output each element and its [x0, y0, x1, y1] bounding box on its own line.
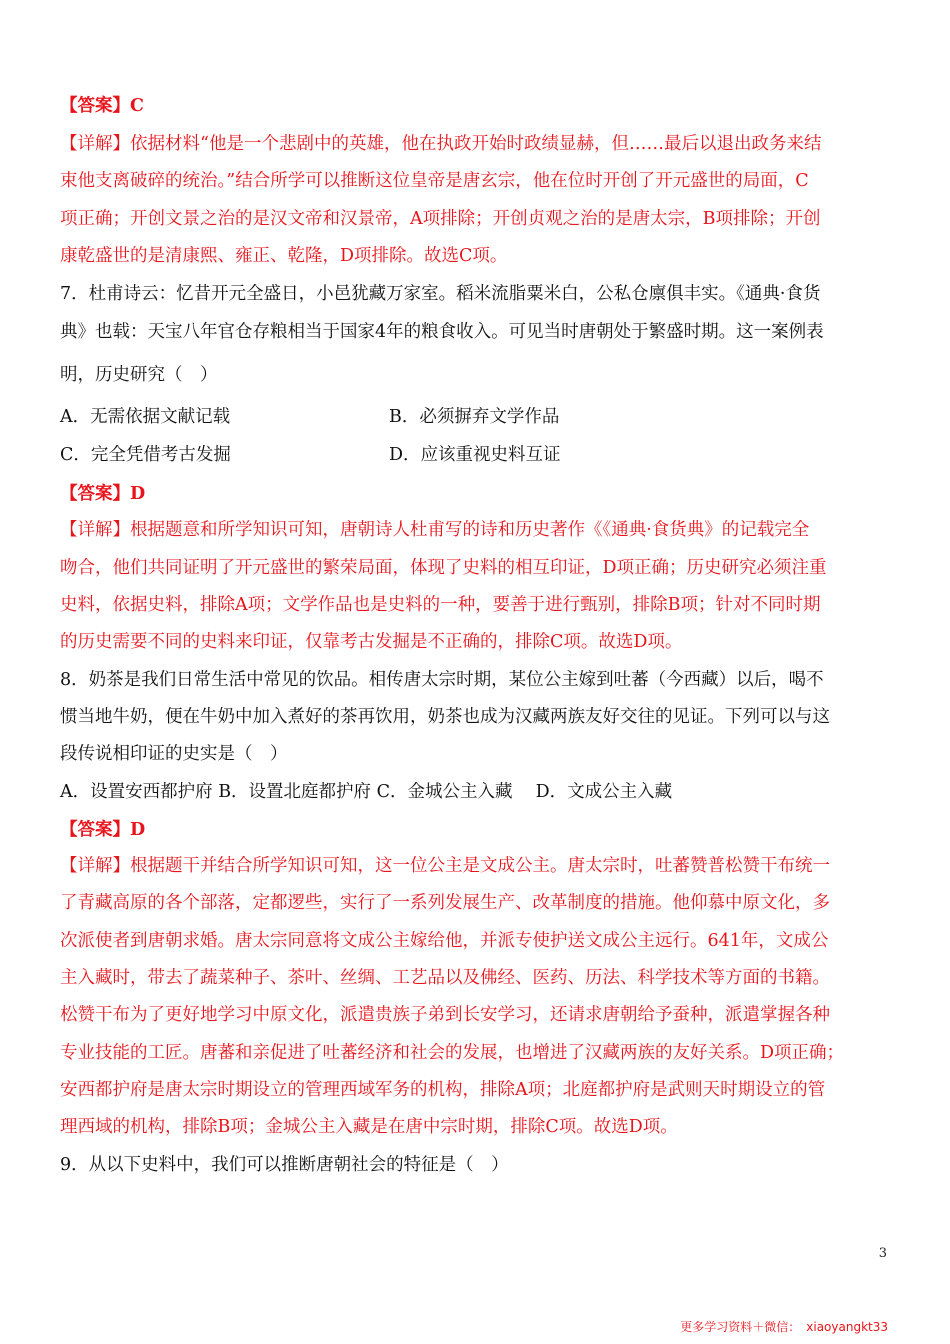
q8-detail-line: 安西都护府是唐太宗时期设立的管理西域军务的机构，排除A项；北庭都护府是武则天时期设立的管: [60, 1080, 826, 1100]
q8-answer: 【答案】D: [60, 820, 146, 840]
q6-answer: 【答案】C: [60, 96, 144, 116]
q7-option-c: C．完全凭借考古发掘: [60, 445, 231, 465]
q8-stem-line: 段传说相印证的史实是（ ）: [60, 744, 288, 764]
q7-option-a: A．无需依据文献记载: [60, 407, 231, 427]
q7-stem-line: 明，历史研究（ ）: [60, 365, 218, 385]
q7-detail-line: 吻合，他们共同证明了开元盛世的繁荣局面，体现了史料的相互印证，D项正确；历史研究必须注重: [60, 558, 827, 578]
q7-detail-line: 史料，依据史料，排除A项；文学作品也是史料的一种，要善于进行甄别，排除B项；针对不同时期: [60, 595, 821, 615]
q8-options: A．设置安西都护府 B．设置北庭都护府 C．金城公主入藏 D．文成公主入藏: [60, 782, 673, 802]
q8-detail-line: 专业技能的工匠。唐蕃和亲促进了吐蕃经济和社会的发展，也增进了汉藏两族的友好关系。D项正确；: [60, 1043, 845, 1063]
q7-answer: 【答案】D: [60, 484, 146, 504]
footer-watermark-text: 更多学习资料＋微信： xiaoyangkt33: [680, 1320, 888, 1334]
q7-detail-line: 的历史需要不同的史料来印证，仅靠考古发掘是不正确的，排除C项。故选D项。: [60, 632, 683, 652]
q7-stem-line: 典》也载：天宝八年官仓存粮相当于国家4年的粮食收入。可见当时唐朝处于繁盛时期。这一案例表: [60, 322, 824, 342]
page-number: 3: [878, 1246, 887, 1261]
q8-detail-line: 理西域的机构，排除B项；金城公主入藏是在唐中宗时期，排除C项。故选D项。: [60, 1117, 678, 1137]
q8-detail-line: 主入藏时，带去了蔬菜种子、茶叶、丝绸、工艺品以及佛经、医药、历法、科学技术等方面的书籍。: [60, 968, 830, 988]
q8-stem-line: 8．奶茶是我们日常生活中常见的饮品。相传唐太宗时期，某位公主嫁到吐蕃（今西藏）以后，喝不: [60, 670, 824, 690]
q6-detail-line: 【详解】依据材料“他是一个悲剧中的英雄，他在执政开始时政绩显赫，但……最后以退出政务来结: [60, 134, 822, 154]
q7-option-b: B．必须摒弃文学作品: [389, 407, 560, 427]
q6-detail-line: 项正确；开创文景之治的是汉文帝和汉景帝，A项排除；开创贞观之治的是唐太宗，B项排除；开创: [60, 209, 821, 229]
q7-option-d: D．应该重视史料互证: [389, 445, 561, 465]
q8-detail-line: 次派使者到唐朝求婚。唐太宗同意将文成公主嫁给他，并派专使护送文成公主远行。641年，文成公: [60, 931, 829, 951]
q8-detail-line: 【详解】根据题干并结合所学知识可知，这一位公主是文成公主。唐太宗时，吐蕃赞普松赞干布统一: [60, 856, 830, 876]
q7-stem-line: 7．杜甫诗云：忆昔开元全盛日，小邑犹藏万家室。稻米流脂粟米白，公私仓廪俱丰实。《通典·食货: [60, 284, 821, 304]
q9-stem: 9．从以下史料中，我们可以推断唐朝社会的特征是（ ）: [60, 1155, 509, 1175]
q8-stem-line: 惯当地牛奶，便在牛奶中加入煮好的茶再饮用，奶茶也成为汉藏两族友好交往的见证。下列可以与这: [60, 707, 830, 727]
q7-detail-line: 【详解】根据题意和所学知识可知，唐朝诗人杜甫写的诗和历史著作《《通典·食货典》的记载完全: [60, 520, 810, 540]
q8-detail-line: 松赞干布为了更好地学习中原文化，派遣贵族子弟到长安学习，还请求唐朝给予蚕种，派遣掌握各种: [60, 1005, 830, 1025]
q8-detail-line: 了青藏高原的各个部落，定都逻些，实行了一系列发展生产、改革制度的措施。他仰慕中原文化，多: [60, 893, 830, 913]
q6-detail-line: 束他支离破碎的统治。”结合所学可以推断这位皇帝是唐玄宗，他在位时开创了开元盛世的局面，C: [60, 171, 809, 191]
q6-detail-line: 康乾盛世的是清康熙、雍正、乾隆，D项排除。故选C项。: [60, 246, 508, 266]
